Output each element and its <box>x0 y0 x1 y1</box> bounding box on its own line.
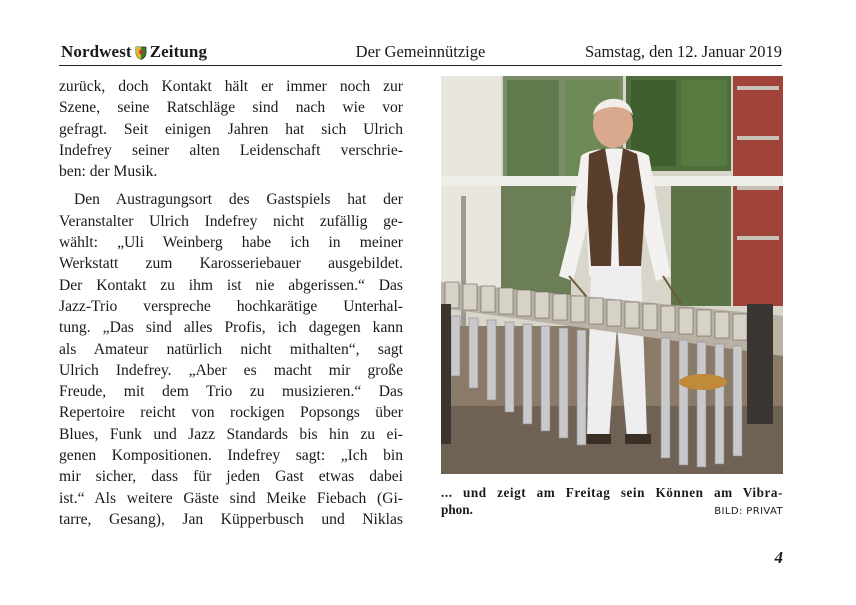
page-number: 4 <box>774 548 783 567</box>
caption-line-2-row <box>441 501 783 520</box>
text-line: gefragt. Seit einigen Jahren hat sich Ulrich <box>59 120 403 138</box>
text-line: wählt: „Uli Weinberg habe ich in meiner <box>59 234 403 252</box>
text-line: Werkstatt zum Karosseriebauer ausgebildet. <box>59 255 403 273</box>
text-line: ist.“ Als weitere Gäste sind Meike Fiebach (Gi- <box>59 489 403 507</box>
text-line: Der Kontakt zu ihm ist nie abgerissen.“ Das <box>59 276 403 294</box>
caption-line-2: phon. <box>441 502 473 517</box>
article-photo <box>441 76 783 474</box>
text-line: Indefrey seiner alten Leidenschaft verschrie- <box>59 141 403 159</box>
text-line: als Amateur natürlich nicht mithalten“, sagt <box>59 340 403 358</box>
section-title: Der Gemeinnützige <box>355 42 486 61</box>
text-line: Blues, Funk und Jazz Standards bis hin zu ei- <box>59 425 403 443</box>
text-line: tung. „Das sind alles Profis, ich dagegen kann <box>59 319 403 337</box>
text-line: mir sicher, dass für jeden Gast etwas dabei <box>59 468 403 486</box>
text-line: Repertoire reicht von rockigen Popsongs über <box>59 404 403 422</box>
photo-credit: BILD: PRIVAT <box>714 506 783 517</box>
text-line: Freude, mit dem Trio zu musizieren.“ Das <box>59 383 403 401</box>
brand-name-right: Zeitung <box>149 42 208 61</box>
brand-name-left: Nordwest <box>61 42 132 61</box>
vibraphone-player-photo <box>441 76 783 474</box>
text-line: ben: der Musik. <box>59 163 158 181</box>
text-line: Ulrich Indefrey. „Aber es macht mir große <box>59 361 403 379</box>
text-line: Den Austragungsort des Gastspiels hat der <box>74 191 403 209</box>
text-line: tarre, Gesang), Jan Küpperbusch und Niklas <box>59 510 403 528</box>
article-column <box>59 76 403 530</box>
caption-line-1: ... und zeigt am Freitag sein Können am Vibra- <box>441 485 783 500</box>
text-line: Veranstalter Ulrich Indefrey nicht zufällig ge- <box>59 212 403 230</box>
text-line: genen Kompositionen. Indefrey sagt: „Ich bin <box>59 447 403 465</box>
photo-caption <box>441 484 783 520</box>
masthead <box>59 42 782 66</box>
text-line: zurück, doch Kontakt hält er immer noch zur <box>59 78 403 95</box>
text-line: Szene, seine Ratschläge sind nach wie vor <box>59 99 403 117</box>
paragraph-2 <box>59 189 403 530</box>
text-line: Jazz-Trio verspreche hochkarätige Unterhal- <box>59 297 403 315</box>
paragraph-1 <box>59 76 403 182</box>
issue-date: Samstag, den 12. Januar 2019 <box>584 42 782 61</box>
